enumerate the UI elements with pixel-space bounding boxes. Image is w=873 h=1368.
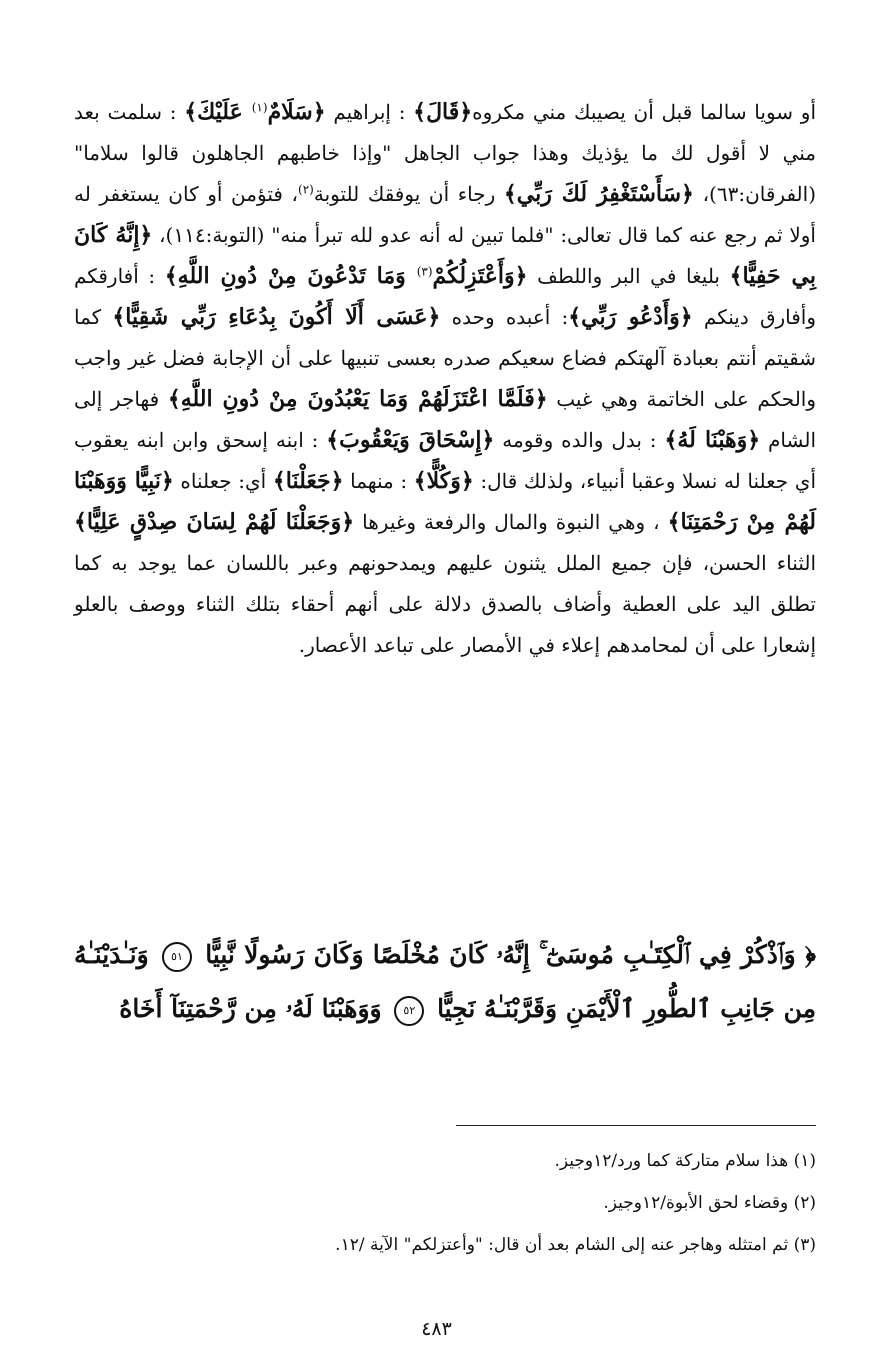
- verse-text-1: ﴿ وَٱذْكُرْ فِي ٱلْكِتَـٰبِ مُوسَىٰٓ ۚ إِنَّهُۥ كَانَ مُخْلَصًا وَكَانَ رَسُولًا نَّبِيًّا: [205, 940, 816, 969]
- commentary-text: : ابنه إسحق وابن ابنه يعقوب أي جعلنا له نسلا وعقبا أنبياء، ولذلك قال:: [74, 428, 816, 493]
- commentary-paragraph: [74, 92, 816, 666]
- commentary-text: : سلمت بعد مني لا أقول لك ما يؤذيك وهذا جواب الجاهل "وإذا خاطبهم الجاهلون قالوا سلاما" (الفرقان:٦٣)،: [74, 100, 817, 206]
- quran-quote: ﴿وَكُلًّا﴾: [413, 468, 474, 494]
- verse-text-2: وَنَـٰدَيْنَـٰهُ مِن جَانِبِ ٱلطُّورِ ٱلْأَيْمَنِ وَقَرَّبْنَـٰهُ نَجِيًّا: [74, 940, 816, 1023]
- quran-quote: ﴿وَجَعَلْنَا لَهُمْ لِسَانَ صِدْقٍ عَلِيًّا﴾: [74, 509, 355, 535]
- page-body: [74, 92, 816, 666]
- quran-quote: ﴿جَعَلْنَا﴾: [272, 468, 344, 494]
- footnote: (١) هذا سلام متاركة كما ورد/١٢وجيز.: [554, 1151, 816, 1171]
- footnote-divider: [456, 1125, 816, 1126]
- footnote-reference: (١): [251, 100, 268, 115]
- quran-quote: عَلَيْكَ﴾: [184, 99, 252, 125]
- footnote-reference: (٣): [416, 264, 433, 279]
- commentary-text: بليغا في البر واللطف: [527, 264, 730, 288]
- quran-quote: ﴿سَأَسْتَغْفِرُ لَكَ رَبِّي﴾: [503, 181, 694, 207]
- quran-quote: ﴿وَهَبْنَا لَهُ﴾: [664, 427, 761, 453]
- commentary-text: : أفارقكم وأفارق دينكم: [74, 264, 816, 329]
- quran-quote: ﴿عَسَى أَلَا أَكُونَ بِدُعَاءِ رَبِّي شَقِيًّا﴾: [112, 304, 441, 330]
- quran-quote: ﴿إِسْحَاقَ وَيَعْقُوبَ﴾: [326, 427, 495, 453]
- quran-quote: ﴿قَالَ﴾: [413, 99, 473, 125]
- footnotes-list: [74, 1140, 816, 1266]
- ayah-number-marker: ٥٢: [394, 996, 424, 1026]
- quran-quote: ﴿فَلَمَّا اعْتَزَلَهُمْ وَمَا يَعْبُدُونَ مِنْ دُونِ اللَّهِ﴾: [167, 386, 548, 412]
- quran-verse-block: [74, 928, 816, 1036]
- ayah-number-marker: ٥١: [162, 942, 192, 972]
- quran-quote: ﴿وَأَدْعُو رَبِّي﴾: [568, 304, 693, 330]
- verse-text-3: وَوَهَبْنَا لَهُۥ مِن رَّحْمَتِنَآ أَخَاهُ: [119, 994, 382, 1023]
- commentary-text: : إبراهيم: [325, 100, 414, 124]
- commentary-text: أي: جعلناه: [173, 469, 273, 493]
- quran-quote: ﴿نَبِيًّا وَوَهَبْنَا لَهُمْ مِنْ رَحْمَتِنَا﴾: [74, 468, 816, 535]
- commentary-text: ، فتؤمن أو كان يستغفر له أولا ثم رجع عنه كما قال تعالى: "فلما تبين له أنه عدو لله تبرأ منه" (التوبة:١١٤)،: [74, 182, 816, 247]
- commentary-text: : منهما: [343, 469, 414, 493]
- commentary-text: رجاء أن يوفقك للتوبة: [313, 182, 504, 206]
- commentary-text: أو سويا سالما قبل أن يصيبك مني مكروه: [472, 100, 816, 124]
- commentary-text: الثناء الحسن، فإن جميع الملل يثنون عليهم ويمدحونهم وعبر باللسان عما يوجد به كما تطلق اليد على العطية وأضاف بالصدق دلالة على أنهم أحقاء بتلك الثناء ووصف بالعلو إشعارا على أن لمحامدهم إعلاء في الأمصار على تباعد الأعصار.: [74, 551, 816, 657]
- quran-quote: ﴿وَأَعْتَزِلُكُمْ: [432, 263, 528, 289]
- quran-quote: ﴿إِنَّهُ كَانَ بِي حَفِيًّا﴾: [74, 222, 816, 289]
- commentary-text: كما شقيتم أنتم بعبادة آلهتكم فضاع سعيكم صدره بعسى تنبيها على أن الإجابة فضل غير واجب والحكم على الخاتمة وهي غيب: [74, 305, 817, 411]
- footnote: (٢) وقضاء لحق الأبوة/١٢وجيز.: [603, 1193, 816, 1213]
- page-number: ٤٨٣: [421, 1318, 452, 1340]
- commentary-text: : أعبده وحده: [440, 305, 569, 329]
- quran-quote: وَمَا تَدْعُونَ مِنْ دُونِ اللَّهِ﴾: [164, 263, 417, 289]
- footnote: (٣) ثم امتثله وهاجر عنه إلى الشام بعد أن قال: "وأعتزلكم" الآية /١٢.: [335, 1235, 816, 1255]
- commentary-text: : بدل والده وقومه: [494, 428, 665, 452]
- commentary-text: فهاجر إلى الشام: [74, 387, 817, 452]
- quran-quote: ﴿سَلَامٌ: [267, 99, 326, 125]
- commentary-text: ، وهي النبوة والمال والرفعة وغيرها: [354, 510, 668, 534]
- footnote-reference: (٢): [298, 182, 314, 197]
